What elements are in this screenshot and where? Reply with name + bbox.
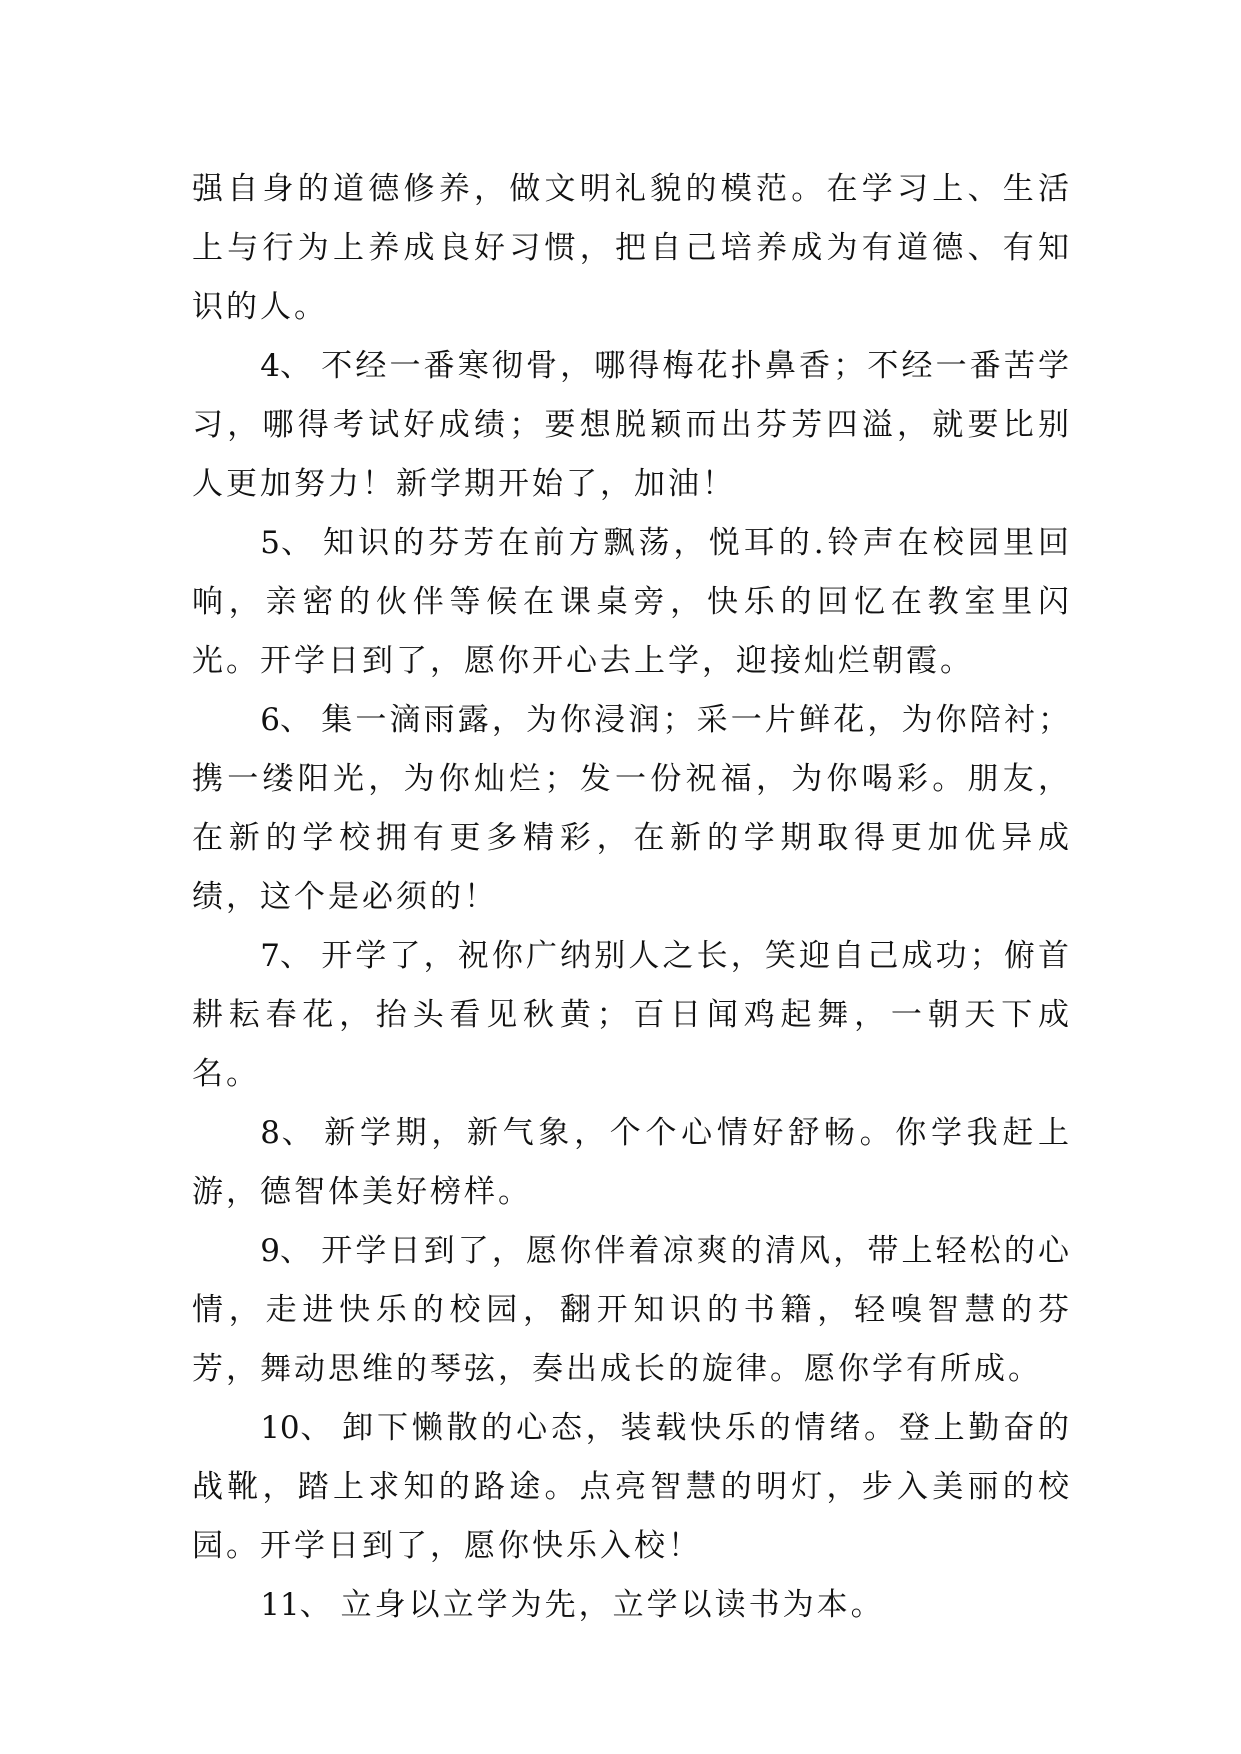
paragraph-9 <box>192 1222 1072 1399</box>
paragraph-number: 5、 <box>260 525 314 561</box>
paragraph-text: 立身以立学为先，立学以读书为本。 <box>340 1587 885 1623</box>
paragraph-4 <box>192 337 1072 514</box>
paragraph-5 <box>192 514 1072 691</box>
paragraph-text: 开学了，祝你广纳别人之长，笑迎自己成功；俯首耕耘春花，抬头看见秋黄；百日闻鸡起舞，一朝天下成名。 <box>192 938 1072 1092</box>
paragraph-number: 4、 <box>260 348 312 384</box>
paragraph-10 <box>192 1399 1072 1576</box>
paragraph-number: 7、 <box>260 938 312 974</box>
paragraph-number: 11、 <box>260 1587 331 1623</box>
paragraph-text: 卸下懒散的心态，装载快乐的情绪。登上勤奋的战靴，踏上求知的路途。点亮智慧的明灯，步入美丽的校园。开学日到了，愿你快乐入校！ <box>192 1410 1072 1564</box>
paragraph-text: 集一滴雨露，为你浸润；采一片鲜花，为你陪衬；携一缕阳光，为你灿烂；发一份祝福，为你喝彩。朋友，在新的学校拥有更多精彩，在新的学期取得更加优异成绩，这个是必须的！ <box>192 702 1072 915</box>
paragraph-continued <box>192 160 1072 337</box>
paragraph-text: 不经一番寒彻骨，哪得梅花扑鼻香；不经一番苦学习，哪得考试好成绩；要想脱颖而出芬芳四溢，就要比别人更加努力！新学期开始了，加油！ <box>192 348 1072 502</box>
paragraph-6 <box>192 691 1072 927</box>
paragraph-text: 新学期，新气象，个个心情好舒畅。你学我赶上游，德智体美好榜样。 <box>192 1115 1073 1210</box>
document-body <box>192 160 1072 1635</box>
paragraph-11 <box>192 1576 1072 1635</box>
paragraph-8 <box>192 1104 1072 1222</box>
paragraph-text: 开学日到了，愿你伴着凉爽的清风，带上轻松的心情，走进快乐的校园，翻开知识的书籍，轻嗅智慧的芬芳，舞动思维的琴弦，奏出成长的旋律。愿你学有所成。 <box>192 1233 1072 1387</box>
paragraph-7 <box>192 927 1072 1104</box>
paragraph-text: 强自身的道德修养，做文明礼貌的模范。在学习上、生活上与行为上养成良好习惯，把自己培养成为有道德、有知识的人。 <box>192 171 1072 325</box>
paragraph-number: 10、 <box>260 1410 333 1446</box>
paragraph-text: 知识的芬芳在前方飘荡，悦耳的.铃声在校园里回响，亲密的伙伴等候在课桌旁，快乐的回忆在教室里闪光。开学日到了，愿你开心去上学，迎接灿烂朝霞。 <box>192 525 1072 679</box>
paragraph-number: 9、 <box>260 1233 312 1269</box>
paragraph-number: 8、 <box>260 1115 315 1151</box>
paragraph-number: 6、 <box>260 702 312 738</box>
